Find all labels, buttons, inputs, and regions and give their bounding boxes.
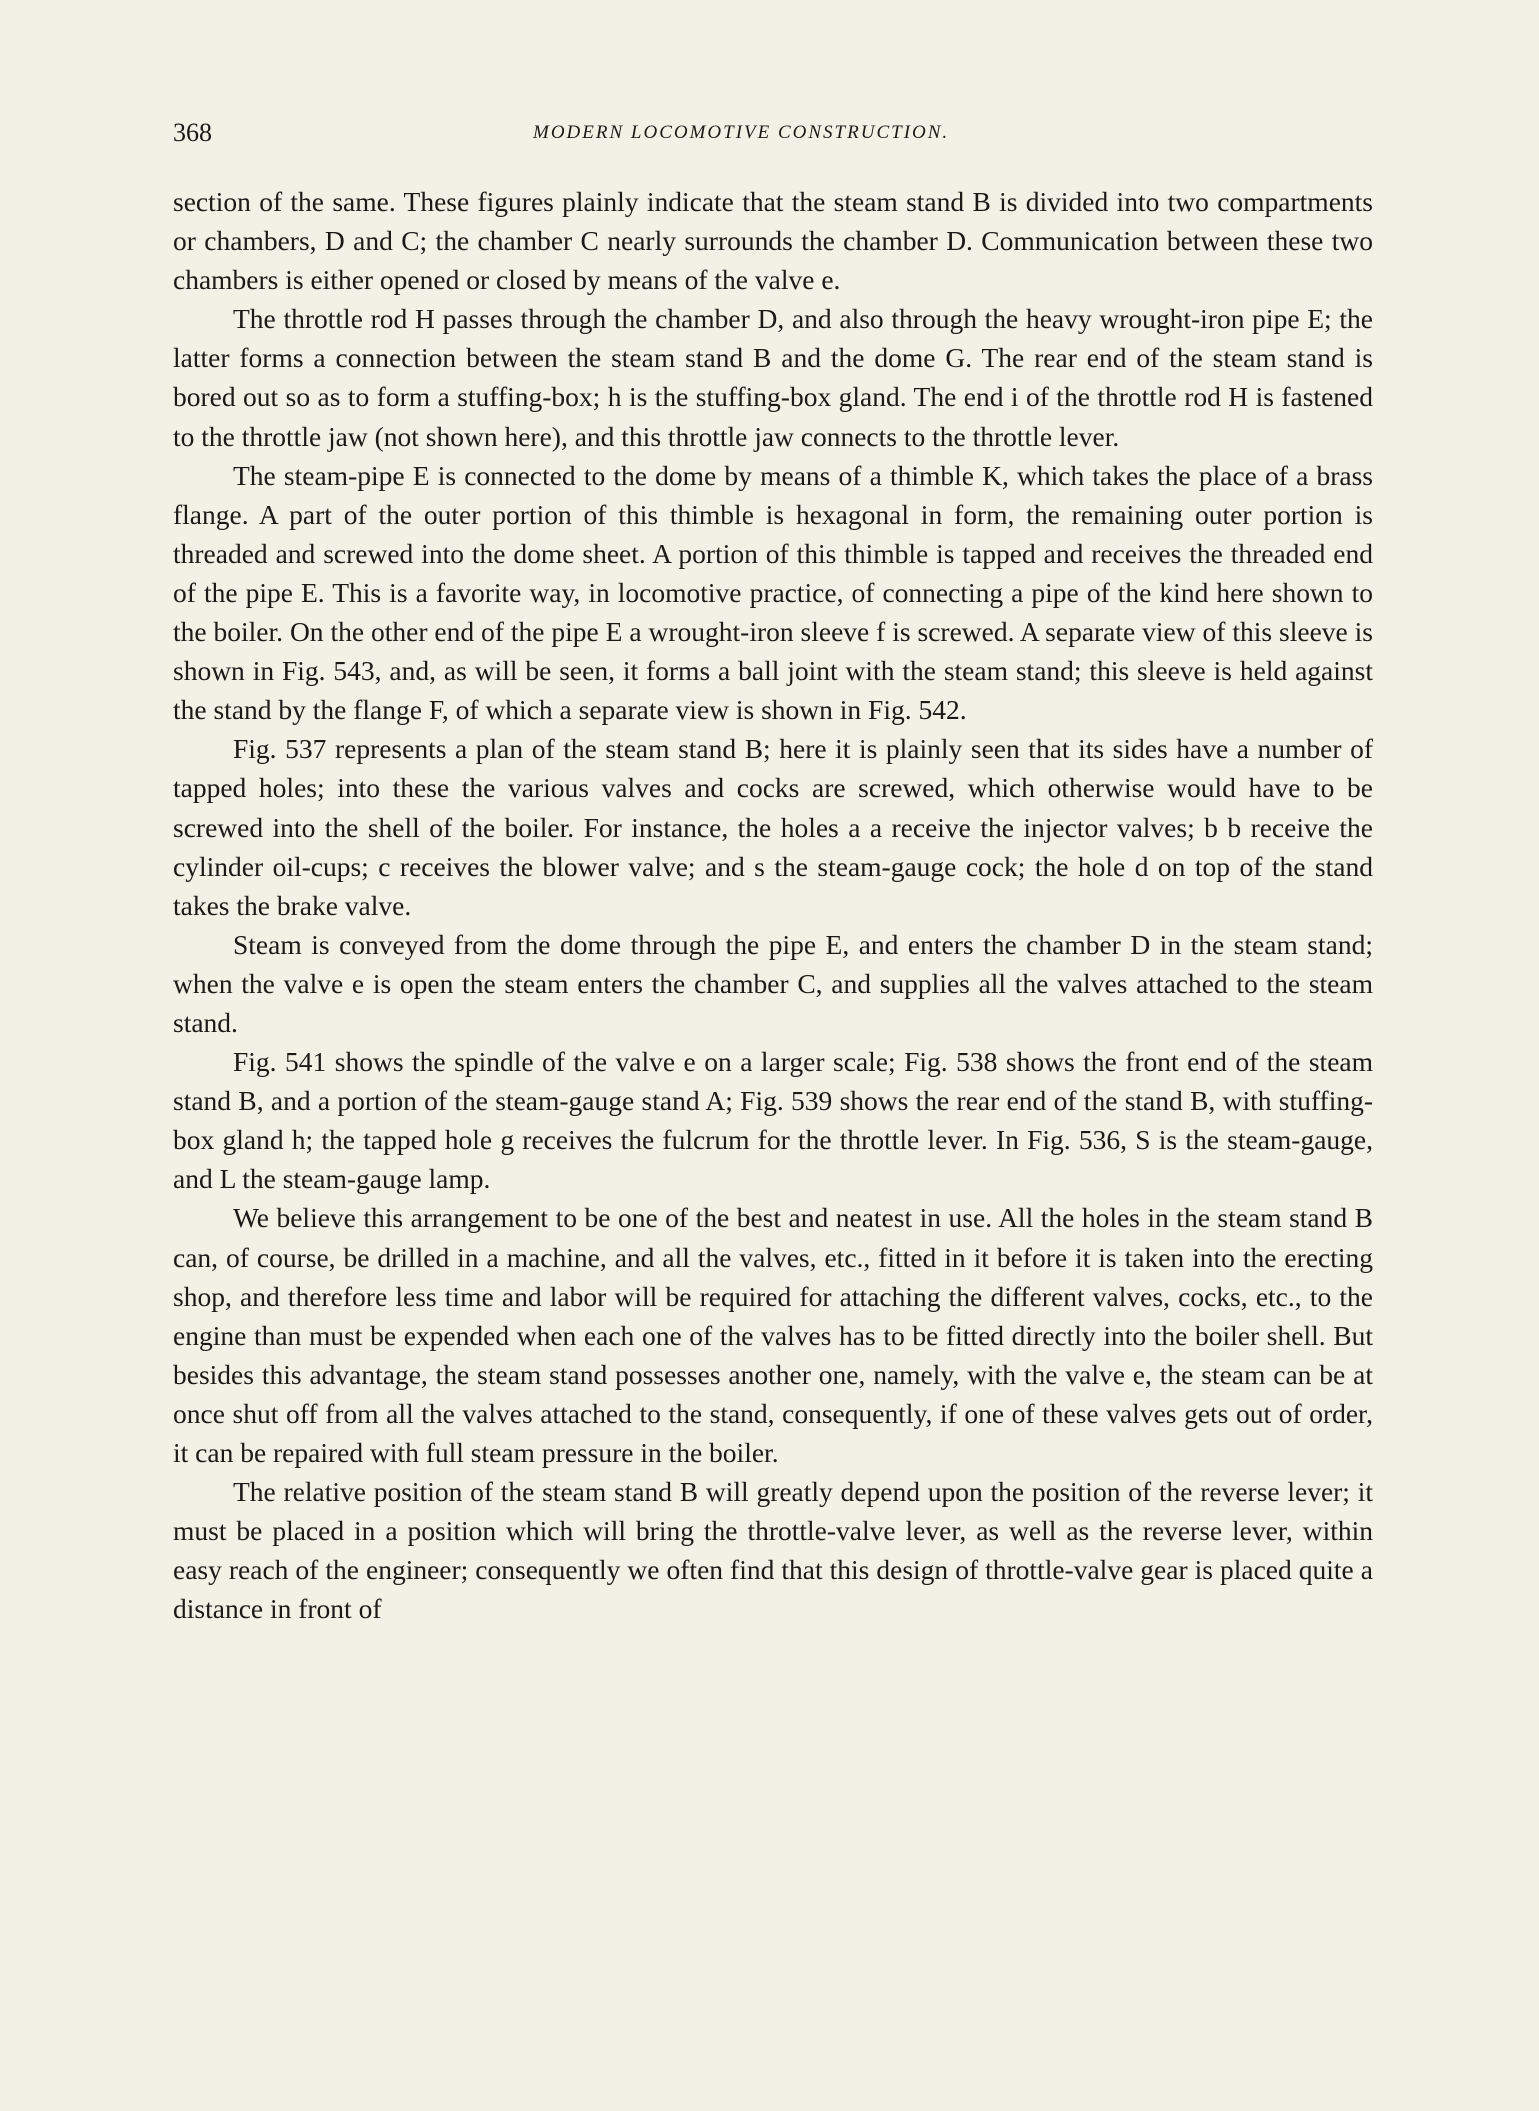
paragraph: The throttle rod H passes through the chamber D, and also through the heavy wrought-iron pipe E; the latter forms a connection between the steam stand B and the dome G. The rear end of the steam stand is bored out so as to form a stuffing-box; h is the stuffing-box gland. The end i of the throttle rod H is fastened to the throttle jaw (not shown here), and this throttle jaw connects to the throttle lever. [173,303,1373,452]
paragraph: The relative position of the steam stand B will greatly depend upon the position of the reverse lever; it must be placed in a position which will bring the throttle-valve lever, as well as the reverse lever, within easy reach of the engineer; consequently we often find that this design of throttle-valve gear is placed quite a distance in front of [173,1476,1373,1625]
paragraph: We believe this arrangement to be one of the best and neatest in use. All the holes in the steam stand B can, of course, be drilled in a machine, and all the valves, etc., fitted in it before it is taken into the erecting shop, and therefore less time and labor will be required for attaching the different valves, cocks, etc., to the engine than must be expended when each one of the valves has to be fitted directly into the boiler shell. But besides this advantage, the steam stand possesses another one, namely, with the valve e, the steam can be at once shut off from all the valves attached to the stand, consequently, if one of these valves gets out of order, it can be repaired with full steam pressure in the boiler. [173,1202,1373,1468]
paragraph-continued: section of the same. These figures plainly indicate that the steam stand B is divided into two compartments or chambers, D and C; the chamber C nearly surrounds the chamber D. Communication between these two chambers is either opened or closed by means of the valve e. [173,186,1373,296]
paragraph: The steam-pipe E is connected to the dome by means of a thimble K, which takes the place of a brass flange. A part of the outer portion of this thimble is hexagonal in form, the remaining outer portion is threaded and screwed into the dome sheet. A portion of this thimble is tapped and receives the threaded end of the pipe E. This is a favorite way, in locomotive practice, of connecting a pipe of the kind here shown to the boiler. On the other end of the pipe E a wrought-iron sleeve f is screwed. A separate view of this sleeve is shown in Fig. 543, and, as will be seen, it forms a ball joint with the steam stand; this sleeve is held against the stand by the flange F, of which a separate view is shown in Fig. 542. [173,459,1373,726]
page-number: 368 [173,118,212,147]
body-text [173,182,1373,1628]
page-header [173,118,1373,158]
paragraph: Fig. 537 represents a plan of the steam stand B; here it is plainly seen that its sides have a number of tapped holes; into these the various valves and cocks are screwed, which otherwise would have to be screwed into the shell of the boiler. For instance, the holes a a receive the injector valves; b b receive the cylinder oil-cups; c receives the blower valve; and s the steam-gauge cock; the hole d on top of the stand takes the brake valve. [173,733,1373,921]
paragraph: Steam is conveyed from the dome through the pipe E, and enters the chamber D in the steam stand; when the valve e is open the steam enters the chamber C, and supplies all the valves attached to the steam stand. [173,928,1373,1038]
paragraph: Fig. 541 shows the spindle of the valve e on a larger scale; Fig. 538 shows the front end of the steam stand B, and a portion of the steam-gauge stand A; Fig. 539 shows the rear end of the stand B, with stuffing-box gland h; the tapped hole g receives the fulcrum for the throttle lever. In Fig. 536, S is the steam-gauge, and L the steam-gauge lamp. [173,1046,1373,1195]
running-title: MODERN LOCOMOTIVE CONSTRUCTION. [533,122,950,143]
